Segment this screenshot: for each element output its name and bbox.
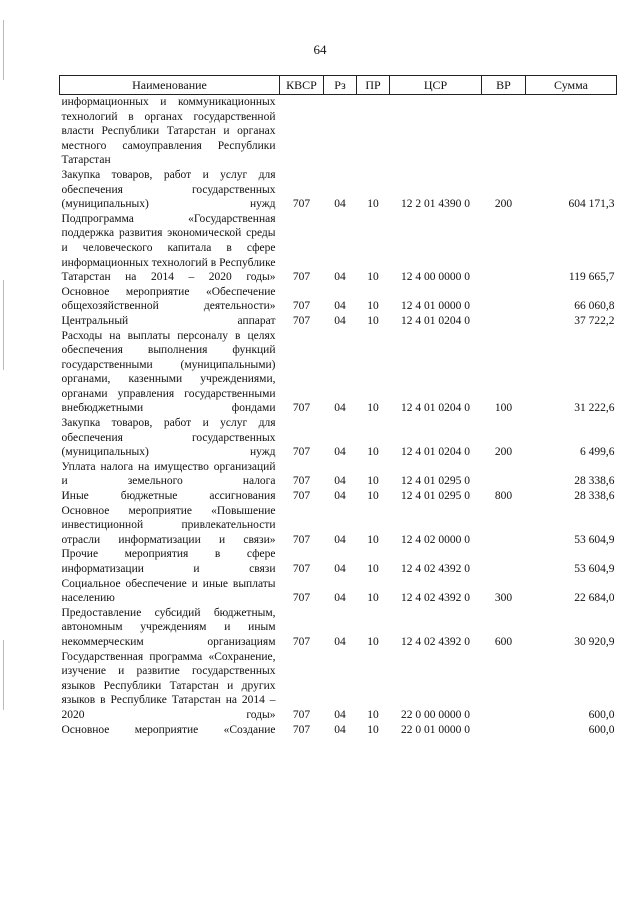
row-vr [482, 314, 526, 329]
row-name: Центральный аппарат [61, 314, 276, 327]
row-rz: 04 [334, 300, 346, 313]
row-vr: 600 [494, 635, 513, 648]
table-row [60, 547, 617, 576]
row-vr [482, 547, 526, 576]
row-vr [482, 212, 526, 285]
column-header-pr: ПР [357, 76, 390, 95]
row-pr: 10 [367, 490, 379, 503]
table-row [60, 212, 617, 285]
row-name: Социальное обеспечение и иные выплаты населению [61, 577, 276, 605]
row-csr: 12 4 02 4392 0 [401, 563, 470, 575]
table-row [60, 329, 617, 417]
row-sum: 119 665,7 [568, 271, 615, 284]
row-kvsr: 707 [292, 300, 311, 313]
table-row [60, 168, 617, 212]
scan-edge-mark [3, 20, 4, 80]
row-pr: 10 [367, 635, 379, 648]
row-csr: 22 0 01 0000 0 [401, 723, 470, 736]
page-number: 64 [313, 42, 327, 57]
row-vr [482, 95, 526, 168]
row-csr: 12 4 01 0204 0 [401, 314, 470, 327]
row-rz: 04 [334, 314, 346, 327]
row-name: Основное мероприятие «Создание [61, 723, 276, 736]
row-csr: 12 4 01 0000 0 [401, 300, 470, 313]
row-sum: 6 499,6 [580, 446, 615, 459]
table-header-row [60, 76, 617, 95]
row-vr: 100 [494, 402, 513, 415]
row-kvsr: 707 [292, 314, 311, 327]
column-header-sum: Сумма [526, 76, 617, 95]
row-csr: 12 4 01 0204 0 [401, 446, 470, 459]
table-row [60, 95, 617, 168]
row-name: информационных и коммуникационных технологий в органах государственной власти Республики Татарстан и органах местного самоуправления Республики Татарстан [61, 96, 276, 167]
row-pr: 10 [367, 314, 379, 327]
row-kvsr: 707 [292, 198, 311, 211]
row-kvsr: 707 [292, 446, 311, 459]
row-pr [357, 95, 390, 168]
row-name: Подпрограмма «Государственная поддержка развития экономической среды и человеческого капитала в сфере информационных технологий в Республике Татарстан на 2014 – 2020 годы» [61, 212, 276, 284]
row-csr: 12 4 01 0204 0 [401, 402, 470, 415]
row-kvsr: 707 [292, 271, 311, 284]
row-pr: 10 [367, 708, 379, 721]
row-csr: 12 4 02 4392 0 [401, 635, 470, 648]
table-row [60, 460, 617, 489]
row-vr: 200 [494, 446, 513, 459]
row-pr: 10 [367, 475, 379, 488]
row-name: Иные бюджетные ассигнования [61, 490, 276, 503]
row-vr [482, 504, 526, 548]
row-name: Основное мероприятие «Повышение инвестиционной привлекательности отрасли информатизации и связи» [61, 504, 276, 546]
row-sum: 600,0 [588, 708, 615, 721]
row-name: Основное мероприятие «Обеспечение общехозяйственной деятельности» [61, 285, 276, 313]
row-rz: 04 [334, 475, 346, 488]
row-rz: 04 [334, 592, 346, 605]
row-pr: 10 [367, 300, 379, 313]
row-csr: 12 4 00 0000 0 [401, 271, 470, 284]
column-header-vr: ВР [482, 76, 526, 95]
row-rz: 04 [334, 708, 346, 721]
row-name: Государственная программа «Сохранение, изучение и развитие государственных языков Республики Татарстан и других языков в Республике Татарстан на 2014 – 2020 годы» [61, 650, 276, 721]
row-sum [526, 95, 617, 168]
row-vr [482, 460, 526, 489]
row-rz: 04 [334, 563, 346, 575]
table-row [60, 314, 617, 329]
row-vr: 200 [494, 198, 513, 211]
row-rz: 04 [334, 723, 346, 736]
row-kvsr: 707 [292, 475, 311, 488]
row-rz [324, 95, 357, 168]
table-row [60, 416, 617, 460]
scan-edge-mark [3, 280, 4, 370]
row-kvsr: 707 [292, 490, 311, 503]
row-pr: 10 [367, 723, 379, 736]
row-sum: 28 338,6 [574, 490, 615, 503]
row-pr: 10 [367, 563, 379, 575]
row-sum: 66 060,8 [574, 300, 615, 313]
row-vr [482, 723, 526, 738]
row-pr: 10 [367, 446, 379, 459]
row-kvsr: 707 [292, 402, 311, 415]
column-header-name: Наименование [60, 76, 280, 95]
row-pr: 10 [367, 198, 379, 211]
row-vr: 300 [494, 592, 513, 605]
table-row [60, 650, 617, 723]
scan-edge-mark [3, 640, 4, 710]
table-row [60, 504, 617, 548]
row-name: Уплата налога на имущество организаций и земельного налога [61, 460, 276, 488]
row-kvsr [280, 95, 324, 168]
table-row [60, 285, 617, 314]
row-sum: 53 604,9 [574, 563, 615, 575]
row-sum: 22 684,0 [574, 592, 615, 605]
column-header-csr: ЦСР [390, 76, 482, 95]
budget-table [59, 75, 617, 737]
column-header-rz: Рз [324, 76, 357, 95]
column-header-kvsr: КВСР [280, 76, 324, 95]
row-rz: 04 [334, 446, 346, 459]
row-vr [482, 285, 526, 314]
row-rz: 04 [334, 198, 346, 211]
row-rz: 04 [334, 490, 346, 503]
row-name: Расходы на выплаты персоналу в целях обеспечения выполнения функций государственными (муниципальными) органами, казенными учреждениями, органами управления государственными внебюджетными фондами [61, 329, 276, 415]
row-name: Прочие мероприятия в сфере информатизации и связи [61, 548, 276, 575]
table-row [60, 606, 617, 650]
row-pr: 10 [367, 402, 379, 415]
row-sum: 53 604,9 [574, 533, 615, 546]
row-pr: 10 [367, 592, 379, 605]
row-rz: 04 [334, 635, 346, 648]
row-sum: 28 338,6 [574, 475, 615, 488]
row-kvsr: 707 [292, 708, 311, 721]
row-sum: 600,0 [588, 723, 615, 736]
row-vr: 800 [494, 490, 513, 503]
row-sum: 604 171,3 [568, 198, 615, 211]
row-pr: 10 [367, 271, 379, 284]
row-sum: 37 722,2 [574, 314, 615, 327]
row-kvsr: 707 [292, 592, 311, 605]
row-name: Предоставление субсидий бюджетным, автономным учреждениям и иным некоммерческим организациям [61, 606, 276, 648]
row-rz: 04 [334, 402, 346, 415]
row-kvsr: 707 [292, 533, 311, 546]
row-csr: 12 4 01 0295 0 [401, 490, 470, 503]
row-name: Закупка товаров, работ и услуг для обеспечения государственных (муниципальных) нужд [61, 168, 276, 211]
row-csr [390, 95, 482, 168]
row-csr: 12 4 02 4392 0 [401, 592, 470, 605]
row-sum: 31 222,6 [574, 402, 615, 415]
row-rz: 04 [334, 533, 346, 546]
row-csr: 12 2 01 4390 0 [401, 198, 470, 211]
row-kvsr: 707 [292, 563, 311, 575]
row-sum: 30 920,9 [574, 635, 615, 648]
row-kvsr: 707 [292, 723, 311, 736]
row-pr: 10 [367, 533, 379, 546]
row-csr: 12 4 01 0295 0 [401, 475, 470, 488]
row-kvsr: 707 [292, 635, 311, 648]
row-rz: 04 [334, 271, 346, 284]
row-name: Закупка товаров, работ и услуг для обеспечения государственных (муниципальных) нужд [61, 417, 276, 459]
table-row [60, 489, 617, 504]
table-row [60, 577, 617, 606]
row-vr [482, 650, 526, 723]
table-row [60, 723, 617, 738]
row-csr: 12 4 02 0000 0 [401, 533, 470, 546]
row-csr: 22 0 00 0000 0 [401, 708, 470, 721]
